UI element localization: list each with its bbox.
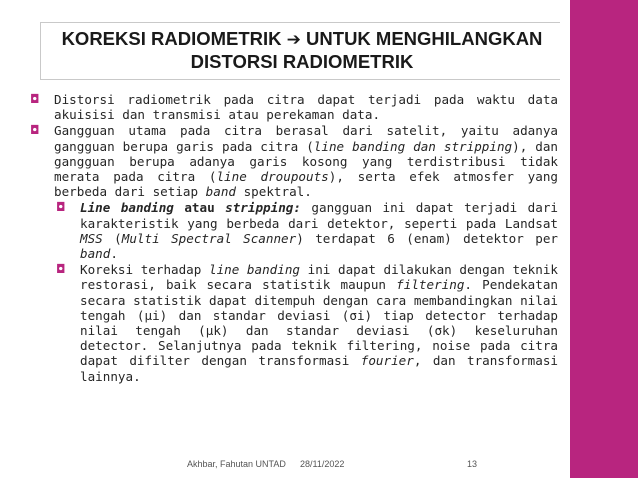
accent-sidebar <box>570 0 638 478</box>
italic-term: band <box>205 184 236 200</box>
title-part2: UNTUK MENGHILANGKAN DISTORSI RADIOMETRIK <box>190 28 543 72</box>
bullet-icon: ◘ <box>30 92 40 106</box>
text-run: ), dan gangguan berupa adanya garis kosong yang terdistribusi tidak merata pada citra ( <box>54 138 558 185</box>
bullet-text: Distorsi radiometrik pada citra dapat terjadi pada waktu data akuisisi dan transmisi atau perekaman data. <box>54 92 558 123</box>
title-part1: KOREKSI RADIOMETRIK <box>61 28 282 49</box>
slide-content <box>26 92 558 385</box>
italic-term: band <box>80 246 111 262</box>
sub-bullet-item <box>52 200 558 261</box>
arrow-icon: ➔ <box>286 30 301 50</box>
italic-term: line banding dan stripping <box>313 138 513 154</box>
text-run: gangguan ini dapat terjadi dari karakteristik yang berbeda dari detektor, seperti pada Landsat <box>80 200 558 231</box>
bold-term: atau <box>173 200 226 216</box>
sub-bullet-icon: ◘ <box>56 200 66 215</box>
italic-term: fourier <box>360 353 414 369</box>
italic-term: line banding <box>208 262 301 278</box>
footer-page-number: 13 <box>467 459 478 469</box>
text-run: spektral. <box>236 184 312 200</box>
text-run: Gangguan utama pada citra berasal dari satelit, yaitu adanya gangguan berupa garis pada citra ( <box>54 123 558 154</box>
bullet-item <box>26 123 558 199</box>
italic-term: line droupouts <box>216 169 329 185</box>
slide-title <box>52 28 552 72</box>
bullet-item <box>26 92 558 122</box>
text-run: . Pendekatan secara statistik dapat ditempuh dengan cara membandingkan nilai tengah (μi) dan standar deviasi (σi) tiap detector terhadap nilai tengah (μk) dan standar deviasi (σk) keseluruhan detector. Selanjutnya pada teknik filtering, noise pada citra dapat difilter dengan transformasi <box>80 277 558 369</box>
text-run: Koreksi terhadap <box>80 262 209 278</box>
sub-bullet-text <box>80 200 558 261</box>
text-run: , dan transformasi lainnya. <box>80 353 558 384</box>
italic-term: MSS <box>80 230 103 246</box>
footer-date: 28/11/2022 <box>300 459 345 469</box>
sub-bullet-text <box>80 262 558 384</box>
bullet-text <box>54 123 558 199</box>
italic-term: filtering <box>396 277 465 293</box>
footer-author: Akhbar, Fahutan UNTAD <box>187 459 286 469</box>
text-run: . <box>110 246 118 262</box>
bullet-icon: ◘ <box>30 123 40 138</box>
sub-bullet-icon: ◘ <box>56 262 66 277</box>
sub-bullet-item <box>52 262 558 384</box>
text-run: ), serta efek atmosfer yang berbeda dari setiap <box>54 169 559 200</box>
bold-italic-term: Line banding <box>80 200 174 216</box>
text-run: ) terdapat 6 (enam) detektor per <box>296 230 558 246</box>
text-run: ( <box>102 230 122 246</box>
bold-italic-term: stripping: <box>225 200 301 216</box>
text-run: ini dapat dilakukan dengan teknik restorasi, baik secara statistik maupun <box>80 262 558 293</box>
italic-term: Multi Spectral Scanner <box>121 230 297 246</box>
